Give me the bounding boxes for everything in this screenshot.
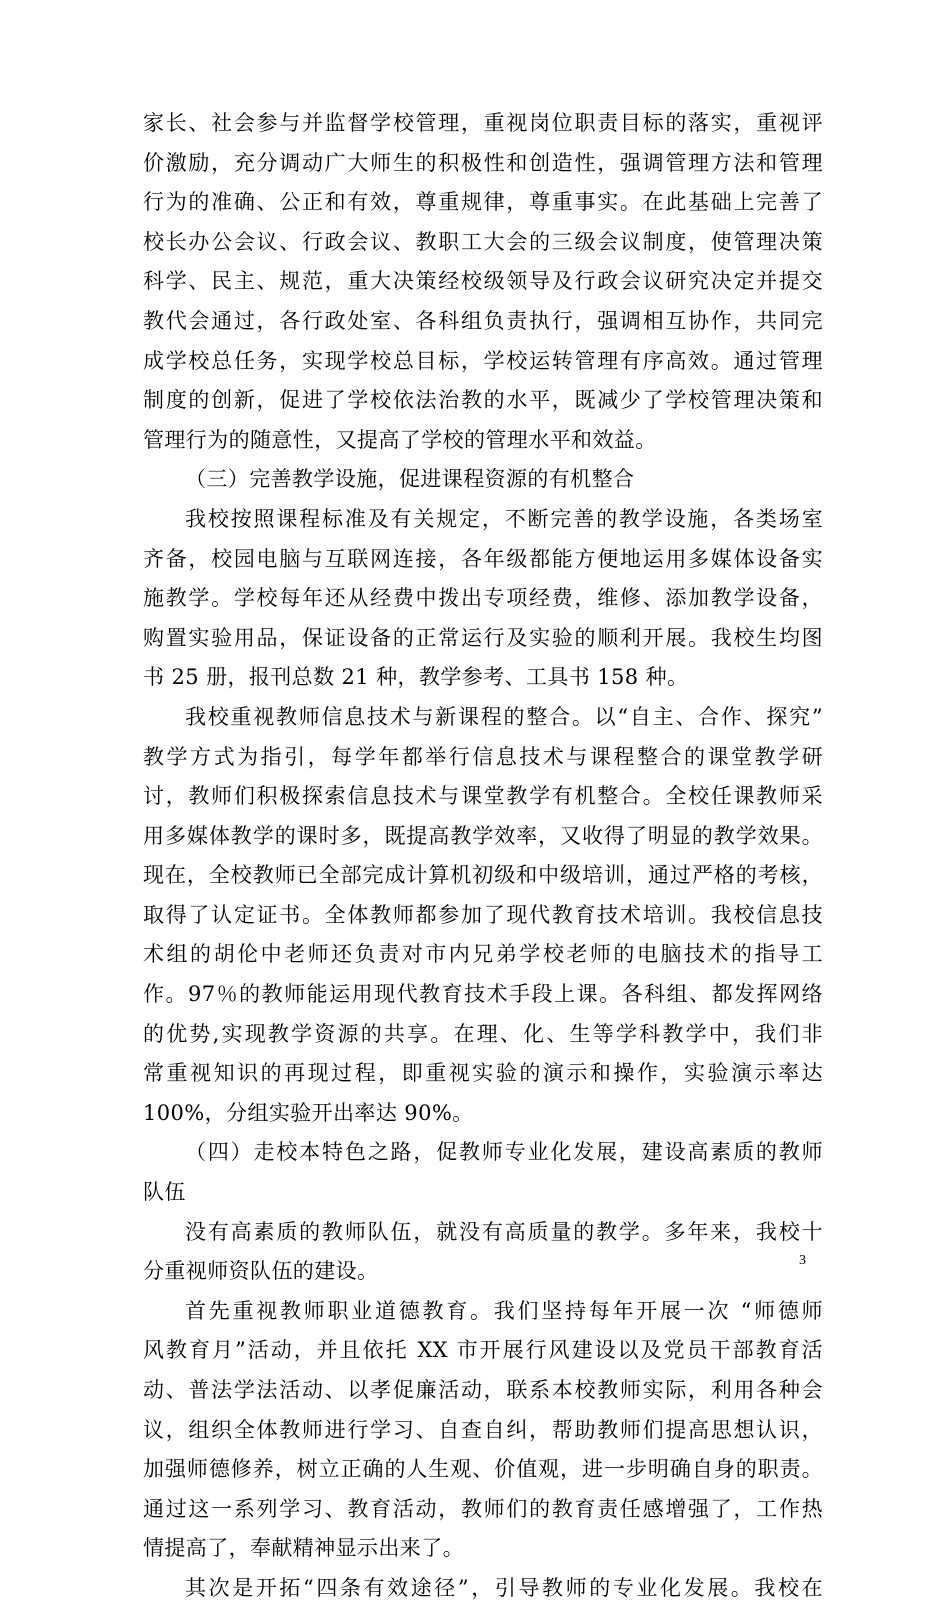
text-line: 书 25 册，报刊总数 21 种，教学参考、工具书 158 种。 bbox=[143, 665, 689, 690]
text-line: 施教学。学校每年还从经费中拨出专项经费，维修、添加教学设备， bbox=[143, 586, 823, 611]
text-line: 行为的准确、公正和有效，尊重规律，尊重事实。在此基础上完善了 bbox=[143, 190, 823, 215]
text-line: 其次是开拓“四条有效途径”，引导教师的专业化发展。我校在 bbox=[185, 1575, 823, 1600]
text-line: 现在，全校教师已全部完成计算机初级和中级培训，通过严格的考核， bbox=[143, 863, 823, 888]
text-line: 价激励，充分调动广大师生的积极性和创造性，强调管理方法和管理 bbox=[143, 150, 823, 175]
text-line: 制度的创新，促进了学校依法治教的水平，既减少了学校管理决策和 bbox=[143, 388, 823, 413]
text-line: 分重视师资队伍的建设。 bbox=[143, 1259, 379, 1284]
text-line: 用多媒体教学的课时多，既提高教学效率，又收得了明显的教学效果。 bbox=[143, 823, 823, 848]
text-line: 我校按照课程标准及有关规定，不断完善的教学设施，各类场室 bbox=[185, 506, 823, 531]
text-line: 教学方式为指引，每学年都举行信息技术与课程整合的课堂教学研 bbox=[143, 744, 823, 769]
text-line: 讨，教师们积极探索信息技术与课堂教学有机整合。全校任课教师采 bbox=[143, 784, 823, 809]
text-line: 成学校总任务，实现学校总目标，学校运转管理有序高效。通过管理 bbox=[143, 348, 823, 373]
text-line: 齐备，校园电脑与互联网连接，各年级都能方便地运用多媒体设备实 bbox=[143, 546, 823, 571]
page-number: 3 bbox=[799, 1253, 806, 1268]
text-line: 我校重视教师信息技术与新课程的整合。以“自主、合作、探究” bbox=[185, 704, 823, 729]
section-heading: （三）完善教学设施，促进课程资源的有机整合 bbox=[185, 467, 635, 492]
text-line: 议，组织全体教师进行学习、自查自纠，帮助教师们提高思想认识， bbox=[143, 1417, 823, 1442]
text-line: 的优势,实现教学资源的共享。在理、化、生等学科教学中，我们非 bbox=[143, 1021, 823, 1046]
text-line: 取得了认定证书。全体教师都参加了现代教育技术培训。我校信息技 bbox=[143, 902, 823, 927]
body-text bbox=[143, 104, 823, 1609]
section-heading: （四）走校本特色之路，促教师专业化发展，建设高素质的教师 bbox=[185, 1140, 823, 1165]
text-line: 加强师德修养，树立正确的人生观、价值观，进一步明确自身的职责。 bbox=[143, 1457, 823, 1482]
text-line: 常重视知识的再现过程，即重视实验的演示和操作，实验演示率达 bbox=[143, 1061, 823, 1086]
text-line: 情提高了，奉献精神显示出来了。 bbox=[143, 1536, 464, 1561]
text-line: 购置实验用品，保证设备的正常运行及实验的顺利开展。我校生均图 bbox=[143, 625, 823, 650]
text-line: 风教育月”活动，并且依托 XX 市开展行风建设以及党员干部教育活 bbox=[143, 1338, 823, 1363]
text-line: 教代会通过，各行政处室、各科组负责执行，强调相互协作，共同完 bbox=[143, 308, 823, 333]
text-line: 通过这一系列学习、教育活动，教师们的教育责任感增强了，工作热 bbox=[143, 1496, 823, 1521]
text-line: 作。97％的教师能运用现代教育技术手段上课。各科组、都发挥网络 bbox=[143, 982, 823, 1007]
text-line: 术组的胡伦中老师还负责对市内兄弟学校老师的电脑技术的指导工 bbox=[143, 942, 823, 967]
text-line: 没有高素质的教师队伍，就没有高质量的教学。多年来，我校十 bbox=[185, 1219, 823, 1244]
text-line: 首先重视教师职业道德教育。我们坚持每年开展一次 “师德师 bbox=[185, 1298, 823, 1323]
text-line: 校长办公会议、行政会议、教职工大会的三级会议制度，使管理决策 bbox=[143, 229, 823, 254]
text-line: 管理行为的随意性，又提高了学校的管理水平和效益。 bbox=[143, 427, 657, 452]
text-line: 科学、民主、规范，重大决策经校级领导及行政会议研究决定并提交 bbox=[143, 269, 823, 294]
section-heading-continued: 队伍 bbox=[143, 1180, 186, 1205]
text-line: 动、普法学法活动、以孝促廉活动，联系本校教师实际，利用各种会 bbox=[143, 1378, 823, 1402]
text-line: 100%，分组实验开出率达 90%。 bbox=[143, 1100, 474, 1125]
text-line: 家长、社会参与并监督学校管理，重视岗位职责目标的落实，重视评 bbox=[143, 111, 823, 135]
